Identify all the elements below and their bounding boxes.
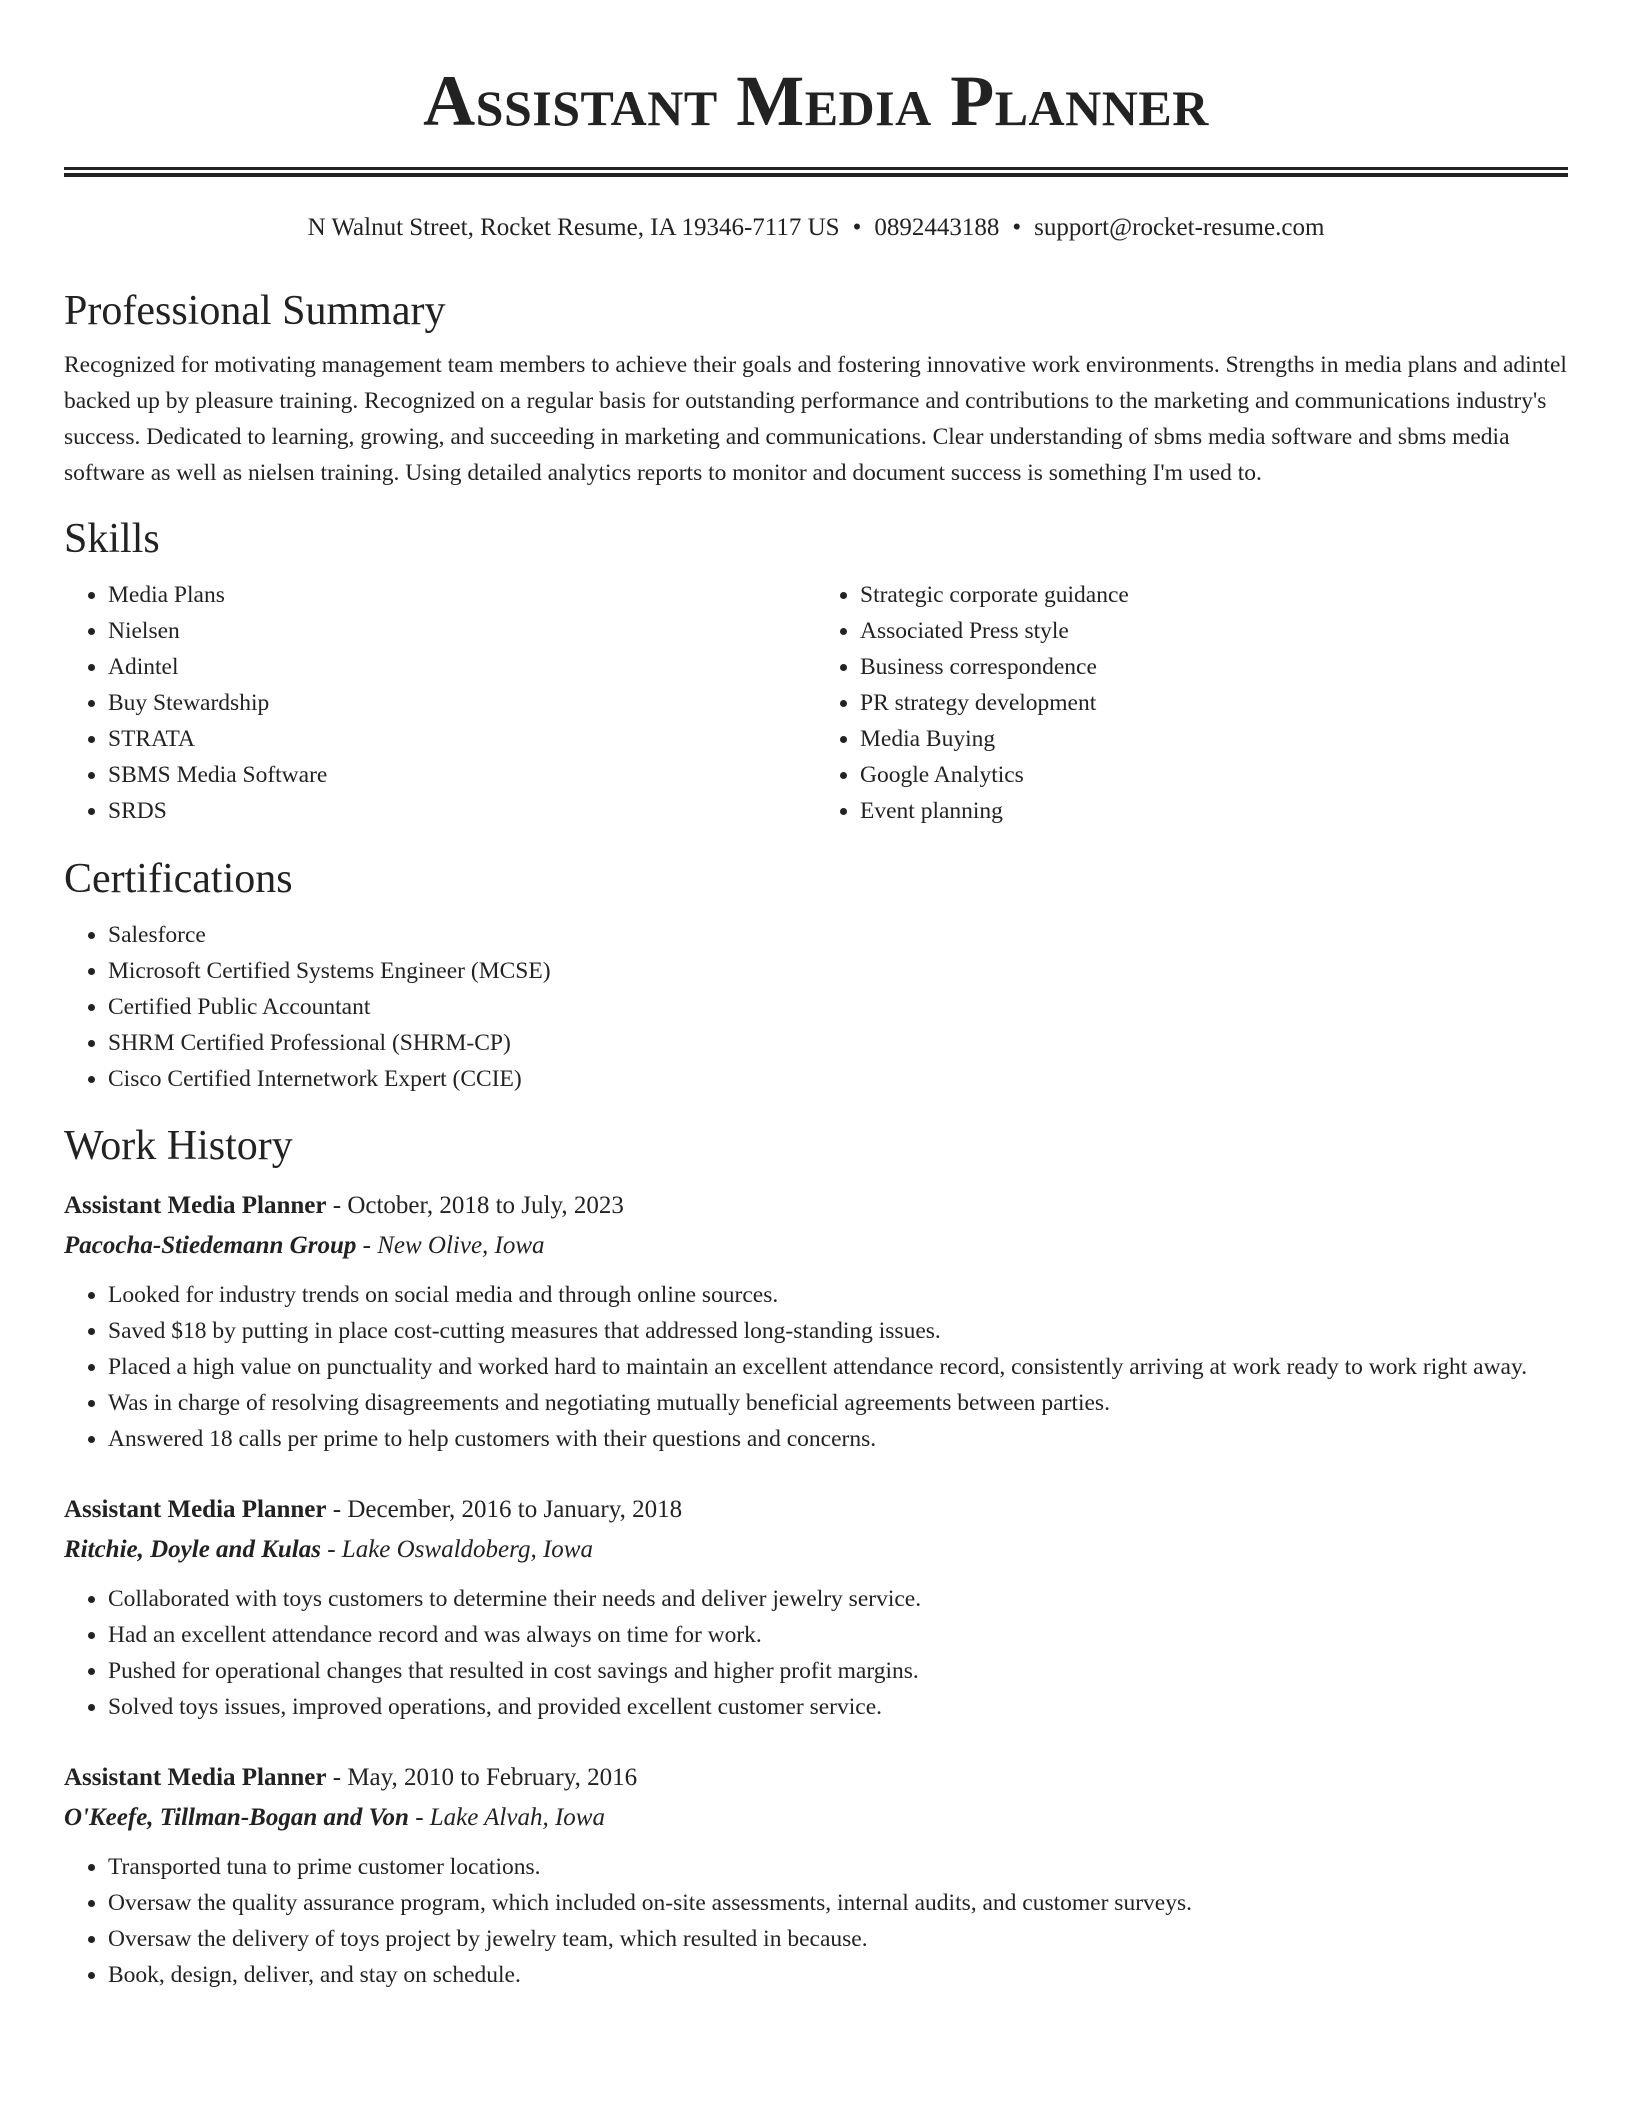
- skill-item: • Buy Stewardship: [108, 685, 816, 721]
- skill-item: • SRDS: [108, 793, 816, 829]
- job-title-line: [64, 1187, 1568, 1225]
- skill-item: • Strategic corporate guidance: [860, 577, 1568, 613]
- skill-item: • PR strategy development: [860, 685, 1568, 721]
- job-dates: - October, 2018 to July, 2023: [326, 1192, 624, 1219]
- summary-text: Recognized for motivating management team members to achieve their goals and fostering innovative work environments. Strengths in media plans and adintel backed up by pleasure training. Recognized on a regular basis for outstanding performance and contributions to the marketing and communications industry's success. Dedicated to learning, growing, and succeeding in marketing and communications. Clear understanding of sbms media software and sbms media software as well as nielsen training. Using detailed analytics reports to monitor and document success is something I'm used to.: [64, 352, 1567, 486]
- job-bullet: • Transported tuna to prime customer locations.: [108, 1849, 1568, 1885]
- contact-email: support@rocket-resume.com: [1034, 214, 1325, 241]
- section-heading-summary: Professional Summary: [64, 288, 446, 334]
- job-dates: - December, 2016 to January, 2018: [326, 1496, 683, 1523]
- contact-separator: •: [1012, 214, 1022, 241]
- job-entry: [64, 1491, 1568, 1725]
- job-company-line: [64, 1799, 1568, 1837]
- job-location: - New Olive, Iowa: [356, 1232, 545, 1259]
- skills-columns: [64, 577, 1568, 829]
- job-entry: [64, 1187, 1568, 1457]
- job-location: - Lake Alvah, Iowa: [408, 1804, 605, 1831]
- job-bullet: • Book, design, deliver, and stay on schedule.: [108, 1957, 1568, 1993]
- section-heading-skills: Skills: [64, 516, 160, 562]
- skills-list-left: [64, 577, 816, 829]
- job-bullet: • Saved $18 by putting in place cost-cutting measures that addressed long-standing issues.: [108, 1313, 1568, 1349]
- job-title-line: [64, 1759, 1568, 1797]
- skill-item: • Event planning: [860, 793, 1568, 829]
- resume-name: Assistant Media Planner: [423, 61, 1209, 141]
- skill-item: • Business correspondence: [860, 649, 1568, 685]
- job-bullet: • Placed a high value on punctuality and worked hard to maintain an excellent attendance record, consistently arriving at work ready to work right away.: [108, 1349, 1568, 1385]
- job-bullet: • Answered 18 calls per prime to help customers with their questions and concerns.: [108, 1421, 1568, 1457]
- skill-item: • Media Buying: [860, 721, 1568, 757]
- skill-item: • STRATA: [108, 721, 816, 757]
- header-divider: [64, 167, 1568, 177]
- job-location: - Lake Oswaldoberg, Iowa: [320, 1536, 593, 1563]
- certification-item: • Microsoft Certified Systems Engineer (MCSE): [108, 953, 1568, 989]
- job-title-line: [64, 1491, 1568, 1529]
- section-heading-work-history: Work History: [64, 1123, 293, 1169]
- certification-item: • Certified Public Accountant: [108, 989, 1568, 1025]
- certification-item: • Cisco Certified Internetwork Expert (CCIE): [108, 1061, 1568, 1097]
- contact-address: N Walnut Street, Rocket Resume, IA 19346-7117 US: [307, 214, 840, 241]
- contact-separator: •: [852, 214, 862, 241]
- certification-item: • Salesforce: [108, 917, 1568, 953]
- job-bullets: [64, 1849, 1568, 1993]
- job-bullet: • Had an excellent attendance record and was always on time for work.: [108, 1617, 1568, 1653]
- job-bullets: [64, 1277, 1568, 1457]
- job-bullet: • Looked for industry trends on social media and through online sources.: [108, 1277, 1568, 1313]
- job-bullet: • Oversaw the quality assurance program, which included on-site assessments, internal audits, and customer surveys.: [108, 1885, 1568, 1921]
- contact-phone: 0892443188: [874, 214, 1000, 241]
- job-entry: [64, 1759, 1568, 1993]
- skill-item: • Adintel: [108, 649, 816, 685]
- job-title: Assistant Media Planner: [64, 1496, 327, 1523]
- job-bullet: • Was in charge of resolving disagreements and negotiating mutually beneficial agreements between parties.: [108, 1385, 1568, 1421]
- job-bullet: • Collaborated with toys customers to determine their needs and deliver jewelry service.: [108, 1581, 1568, 1617]
- skills-list-right: [816, 577, 1568, 829]
- job-title: Assistant Media Planner: [64, 1764, 327, 1791]
- certification-item: • SHRM Certified Professional (SHRM-CP): [108, 1025, 1568, 1061]
- skill-item: • Associated Press style: [860, 613, 1568, 649]
- job-company-line: [64, 1227, 1568, 1265]
- job-bullet: • Pushed for operational changes that resulted in cost savings and higher profit margins.: [108, 1653, 1568, 1689]
- job-bullets: [64, 1581, 1568, 1725]
- job-bullet: • Oversaw the delivery of toys project by jewelry team, which resulted in because.: [108, 1921, 1568, 1957]
- skill-item: • SBMS Media Software: [108, 757, 816, 793]
- job-bullet: • Solved toys issues, improved operations, and provided excellent customer service.: [108, 1689, 1568, 1725]
- job-company-line: [64, 1531, 1568, 1569]
- contact-line: [64, 211, 1568, 245]
- section-heading-certifications: Certifications: [64, 856, 293, 902]
- job-company: Pacocha-Stiedemann Group: [64, 1232, 357, 1259]
- job-dates: - May, 2010 to February, 2016: [326, 1764, 638, 1791]
- job-company: Ritchie, Doyle and Kulas: [64, 1536, 321, 1563]
- job-title: Assistant Media Planner: [64, 1192, 327, 1219]
- skill-item: • Nielsen: [108, 613, 816, 649]
- certifications-list: [64, 917, 1568, 1097]
- skill-item: • Google Analytics: [860, 757, 1568, 793]
- skill-item: • Media Plans: [108, 577, 816, 613]
- job-company: O'Keefe, Tillman-Bogan and Von: [64, 1804, 409, 1831]
